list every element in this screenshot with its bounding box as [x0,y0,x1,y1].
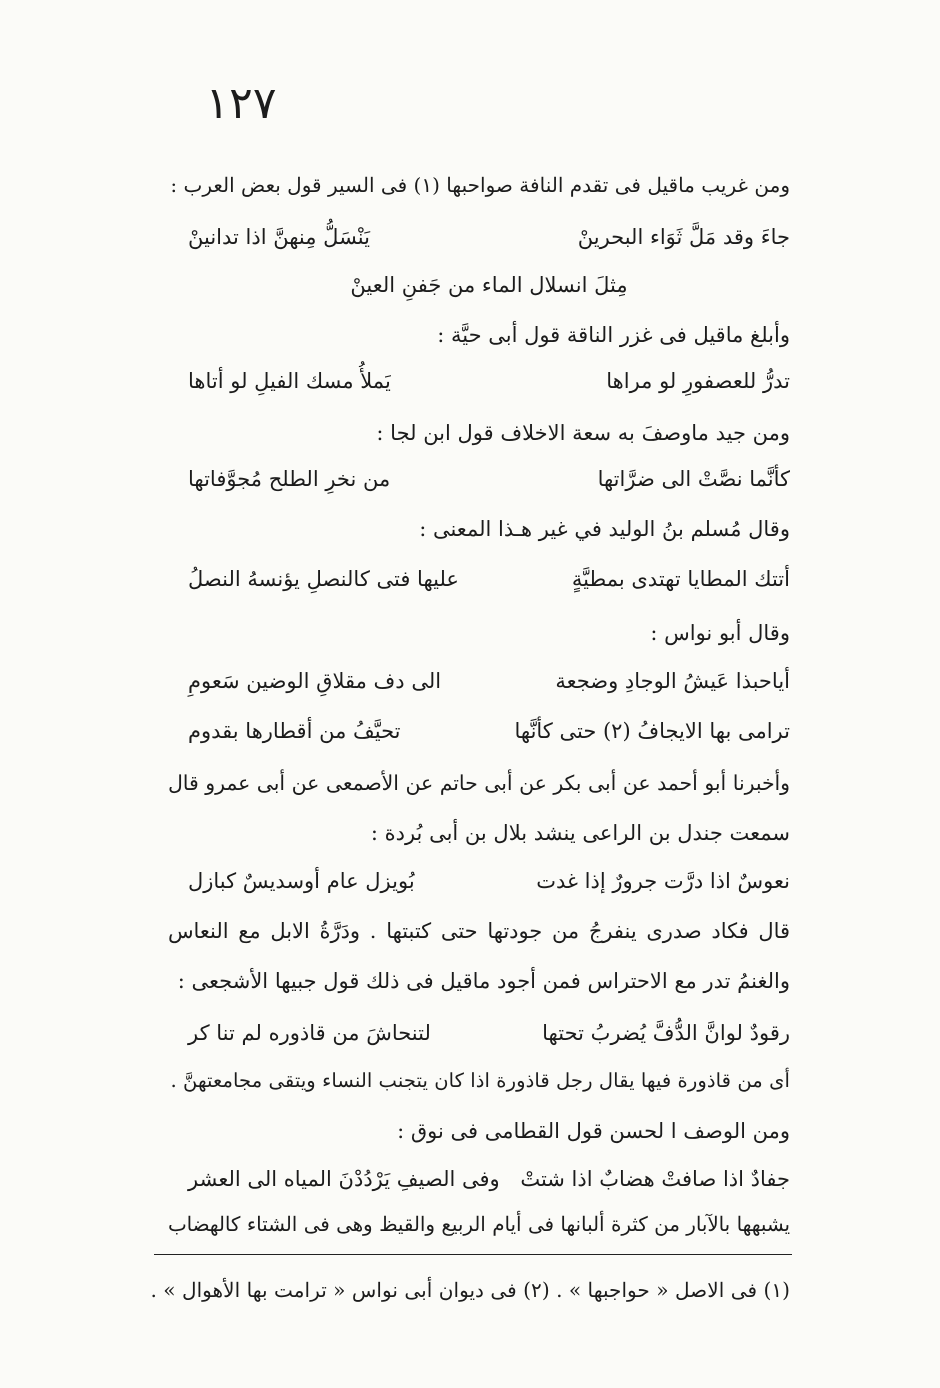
verse-line [188,666,790,696]
hemistich-left: من نخرِ الطلح مُجوَّفاتها [188,467,391,491]
verse-line [188,716,790,746]
hemistich-right: أتتك المطايا تهتدى بمطيَّةٍ [571,567,790,591]
verse-line [188,222,790,252]
text-line: والغنمُ تدر مع الاحتراس فمن أجود ماقيل فى ذلك قول جبيها الأشجعى : [177,969,790,993]
verse-line [188,270,790,300]
hemistich-left: الى دف مقلاقِ الوضين سَعومِ [188,669,442,693]
hemistich-right: رقودٌ لوانَّ الدُّفَّ يُضربُ تحتها [542,1021,790,1045]
text-line: وأبلغ ماقيل فى غزر الناقة قول أبى حيَّة : [437,323,790,347]
footnote: (١) فى الاصل « حواجبها » . (٢) فى ديوان أبى نواس « ترامت بها الأهوال » . [150,1278,790,1302]
text-line: وقال أبو نواس : [650,621,790,645]
hemistich-right: ترامى بها الايجافُ (٢) حتى كأنَّها [514,719,790,743]
text-line: وقال مُسلم بنُ الوليد في غير هـذا المعنى : [419,517,790,541]
hemistich: مِثلَ انسلال الماء من جَفنِ العينْ [350,273,628,297]
footnote-divider [154,1254,792,1255]
hemistich-right: جاءَ وقد مَلَّ ثَوَاء البحرينْ [577,225,790,249]
verse-line [188,866,790,896]
text-line: ومن الوصف ا لحسن قول القطامى فى نوق : [397,1119,790,1143]
hemistich-right: كأنَّما نصَّتْ الى ضرَّاتها [597,467,790,491]
verse-line [188,464,790,494]
hemistich-left: لتنحاشَ من قاذوره لم تنا كر [188,1021,431,1045]
page-number: ١٢٧ [205,78,277,129]
verse-line [188,564,790,594]
text-line: ومن جيد ماوصفَ به سعة الاخلاف قول ابن لجا : [376,421,790,445]
hemistich-right: أياحبذا عَيشُ الوجادِ وضجعة [555,669,790,693]
hemistich-right: جفادٌ اذا صافتْ هضابٌ اذا شتتْ [520,1167,790,1191]
text-line: قال فكاد صدرى ينفرجُ من جودتها حتى كتبتها . ودَرَّةُ الابل مع النعاس [168,919,790,943]
text-line: أى من قاذورة فيها يقال رجل قاذورة اذا كان يتجنب النساء ويتقى مجامعتهنَّ . [170,1069,790,1092]
text-line: ومن غريب ماقيل فى تقدم النافة صواحبها (١) فى السير قول بعض العرب : [170,173,790,197]
text-line: وأخبرنا أبو أحمد عن أبى بكر عن أبى حاتم عن الأصمعى عن أبى عمرو قال [168,771,790,795]
hemistich-left: بُويزل عام أوسديسٌ كبازل [188,869,415,893]
text-line: يشبهها بالآبار من كثرة ألبانها فى أيام الربيع والقيظ وهى فى الشتاء كالهضاب [168,1213,790,1236]
verse-line [188,1164,790,1194]
hemistich-left: عليها فتى كالنصلِ يؤنسهُ النصلُ [188,567,459,591]
text-line: سمعت جندل بن الراعى ينشد بلال بن أبى بُردة : [370,821,790,845]
hemistich-left: يَنْسَلُّ مِنهنَّ اذا تدانينْ [188,225,370,249]
hemistich-left: تحيَّفُ من أقطارها بقدوم [188,719,401,743]
hemistich-right: نعوسٌ اذا درَّت جرورٌ إذا غدت [536,869,790,893]
verse-line [188,1018,790,1048]
verse-line [188,366,790,396]
hemistich-right: تدرُّ للعصفورِ لو مراها [606,369,790,393]
hemistich-left: يَملأُ مسك الفيلِ لو أتاها [188,369,391,393]
hemistich-left: وفى الصيفِ يَرْدُدْنَ المياه الى العشر [188,1167,500,1191]
